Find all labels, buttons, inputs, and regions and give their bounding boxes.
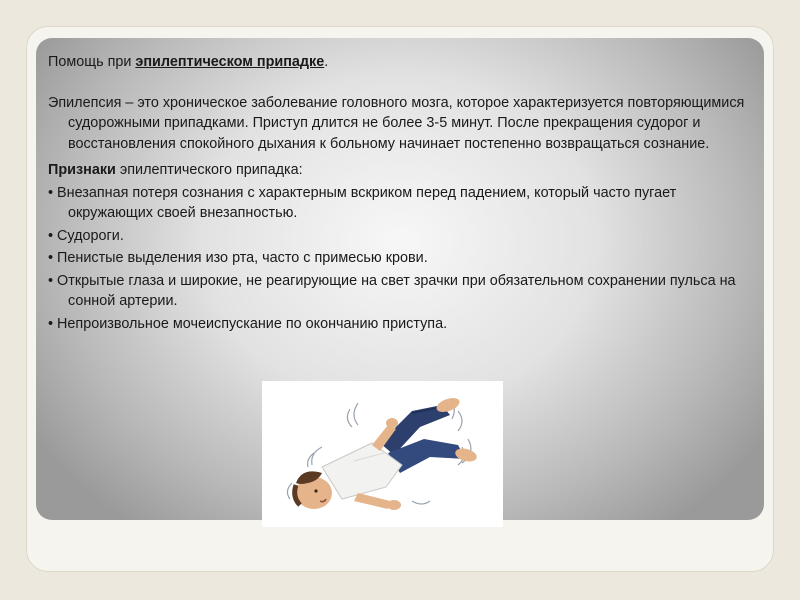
seizure-illustration bbox=[262, 381, 503, 527]
title-prefix: Помощь при bbox=[48, 54, 136, 70]
signs-heading bbox=[48, 160, 748, 181]
signs-heading-rest: эпилептического припадка: bbox=[115, 162, 303, 178]
intro-paragraph: Эпилепсия – это хроническое заболевание головного мозга, которое характеризуется повторяющимися судорожными припадками. Приступ длится не более 3-5 минут. После прекращения судорог и восстановления спокойного дыхания к больному начинает постепенно возвращаться сознание. bbox=[48, 94, 745, 152]
person-seizure-illustration-icon bbox=[262, 381, 503, 527]
title-emphasis: эпилептическом припадке bbox=[135, 54, 325, 70]
sign-item: • Открытые глаза и широкие, не реагирующие на свет зрачки при обязательном сохранении пульса на сонной артерии. bbox=[48, 272, 736, 309]
slide-text bbox=[48, 52, 748, 334]
sign-item: • Внезапная потеря сознания с характерным вскриком перед падением, который часто пугает окружающих своей внезапностью. bbox=[48, 184, 677, 221]
slide-title bbox=[48, 52, 748, 73]
signs-heading-bold: Признаки bbox=[48, 162, 116, 178]
sign-item: • Судороги. bbox=[48, 227, 124, 244]
sign-item: • Непроизвольное мочеиспускание по окончанию приступа. bbox=[48, 315, 448, 332]
title-suffix: . bbox=[324, 54, 329, 70]
sign-item: • Пенистые выделения изо рта, часто с примесью крови. bbox=[48, 250, 428, 266]
